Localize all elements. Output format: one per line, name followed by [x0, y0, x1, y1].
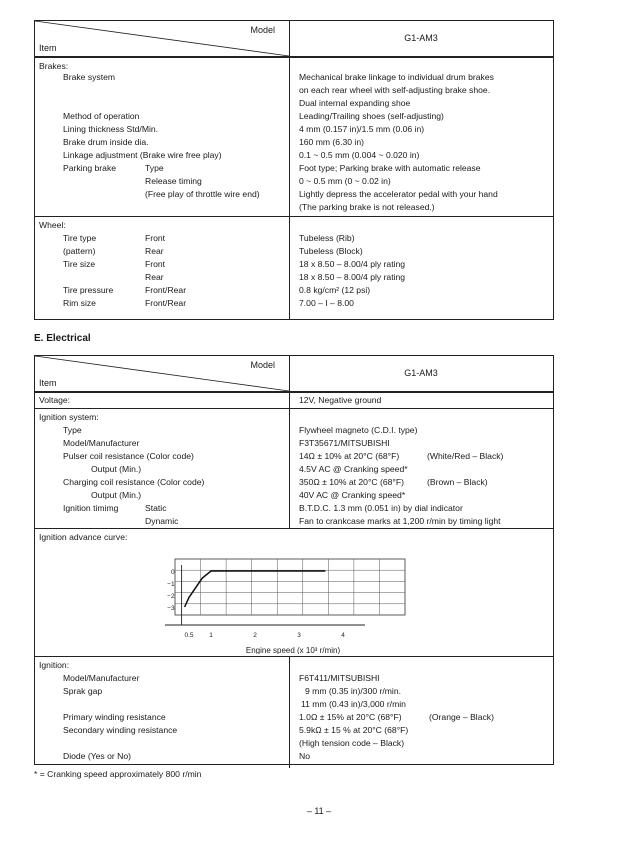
header-model-name: G1-AM3 [404, 33, 438, 43]
secondary-label: Secondary winding resistance [63, 725, 178, 735]
primary-label: Primary winding resistance [63, 712, 166, 722]
free-play-value: Lightly depress the accelerator pedal with your hand [299, 189, 498, 199]
wheel-title: Wheel: [39, 220, 66, 230]
x-tick-label: 2 [253, 632, 257, 639]
lining-label: Lining thickness Std/Min. [63, 124, 159, 134]
ignition-system-row [35, 408, 553, 528]
pattern-value: Tubeless (Block) [299, 246, 363, 256]
tire-size-front: Front [145, 259, 166, 269]
diode-label: Diode (Yes or No) [63, 751, 131, 761]
electrical-table [34, 355, 554, 765]
lining-value: 4 mm (0.157 in)/1.5 mm (0.06 in) [299, 124, 425, 134]
x-tick-label: 0.5 [184, 632, 194, 639]
free-play-label: (Free play of throttle wire end) [145, 189, 260, 199]
tire-type-value: Tubeless (Rib) [299, 233, 355, 243]
header-item-cell [35, 21, 290, 56]
type-value: Flywheel magneto (C.D.I. type) [299, 425, 418, 435]
x-tick-label: 4 [341, 632, 345, 639]
header-item-label: Item [39, 43, 57, 53]
primary-color: (Orange – Black) [429, 712, 494, 722]
linkage-label: Linkage adjustment (Brake wire free play) [63, 150, 222, 160]
diode-value: No [299, 751, 310, 761]
tire-size-front-value: 18 x 8.50 – 8.00/4 ply rating [299, 259, 406, 269]
header-model-name: G1-AM3 [404, 368, 438, 378]
x-tick-label: 1 [209, 632, 213, 639]
table-header [35, 21, 553, 57]
timing-static-value: B.T.D.C. 1.3 mm (0.051 in) by dial indicator [299, 503, 463, 513]
timing-dynamic-label: Dynamic [145, 516, 179, 526]
model-label: Model/Manufacturer [63, 438, 140, 448]
pressure-value: 0.8 kg/cm² (12 psi) [299, 285, 371, 295]
brakes-row [35, 57, 553, 216]
header-item-label: Item [39, 378, 57, 388]
brake-system-label: Brake system [63, 72, 116, 82]
brake-system-value: Dual internal expanding shoe [299, 98, 411, 108]
pressure-sub: Front/Rear [145, 285, 187, 295]
pressure-label: Tire pressure [63, 285, 114, 295]
timing-label: Ignition timimg [63, 503, 119, 513]
parking-type-value: Foot type; Parking brake with automatic release [299, 163, 481, 173]
spark-gap-value: 9 mm (0.35 in)/300 r/min. [305, 686, 401, 696]
method-label: Method of operation [63, 111, 140, 121]
release-timing-label: Release timing [145, 176, 202, 186]
ignition-title: Ignition: [39, 660, 70, 670]
charging-color: (Brown – Black) [427, 477, 488, 487]
footnote: * = Cranking speed approximately 800 r/min [34, 769, 202, 779]
linkage-value: 0.1 ~ 0.5 mm (0.004 ~ 0.020 in) [299, 150, 420, 160]
y-tick-label: −3 [167, 605, 175, 612]
release-timing-value: 0 ~ 0.5 mm (0 ~ 0.02 in) [299, 176, 391, 186]
tire-type-label: Tire type [63, 233, 97, 243]
header-item-cell [35, 356, 290, 391]
brakes-title: Brakes: [39, 61, 69, 71]
pulser-output-label: Output (Min.) [91, 464, 142, 474]
type-label: Type [63, 425, 82, 435]
charging-output-label: Output (Min.) [91, 490, 142, 500]
tire-size-label: Tire size [63, 259, 96, 269]
pattern-label: (pattern) [63, 246, 96, 256]
pattern-sub: Rear [145, 246, 164, 256]
advance-curve-line [185, 571, 326, 607]
ignition-system-title: Ignition system: [39, 412, 99, 422]
table-header [35, 356, 553, 392]
section-title: E. Electrical [34, 333, 91, 344]
x-tick-label: 3 [297, 632, 301, 639]
ignition-model-label: Model/Manufacturer [63, 673, 140, 683]
spark-gap-value: 11 mm (0.43 in)/3,000 r/min [301, 699, 406, 709]
pulser-output-value: 4.5V AC @ Cranking speed* [299, 464, 408, 474]
brake-system-value: Mechanical brake linkage to individual drum brakes [299, 72, 494, 82]
secondary-note: (High tension code – Black) [299, 738, 405, 748]
voltage-value: 12V, Negative ground [299, 395, 382, 405]
ignition-model-value: F6T411/MITSUBISHI [299, 673, 380, 683]
charging-label: Charging coil resistance (Color code) [63, 477, 205, 487]
tire-size-rear-value: 18 x 8.50 – 8.00/4 ply rating [299, 272, 406, 282]
header-model-label: Model [250, 25, 275, 35]
header-model-label: Model [250, 360, 275, 370]
voltage-label: Voltage: [39, 395, 71, 405]
pulser-color: (White/Red – Black) [427, 451, 504, 461]
advance-curve-chart [35, 529, 551, 654]
primary-value: 1.0Ω ± 15% at 20°C (68°F) [299, 712, 402, 722]
brake-system-value: on each rear wheel with self-adjusting brake shoe. [299, 85, 491, 95]
chart-frame [175, 559, 405, 615]
rim-sub: Front/Rear [145, 298, 187, 308]
x-axis-label: Engine speed (x 10³ r/min) [245, 646, 341, 654]
page-number: – 11 – [306, 806, 332, 816]
model-value: F3T35671/MITSUBISHI [299, 438, 390, 448]
y-tick-label: 0 [170, 569, 175, 576]
wheel-row [35, 216, 553, 319]
drum-value: 160 mm (6.30 in) [299, 137, 364, 147]
timing-static-label: Static [145, 503, 167, 513]
drum-label: Brake drum inside dia. [63, 137, 149, 147]
y-tick-label: −1 [167, 581, 175, 588]
pulser-label: Pulser coil resistance (Color code) [63, 451, 194, 461]
parking-type-label: Type [145, 163, 164, 173]
free-play-note: (The parking brake is not released.) [299, 202, 435, 212]
secondary-value: 5.9kΩ ± 15 % at 20°C (68°F) [299, 725, 409, 735]
timing-dynamic-value: Fan to crankcase marks at 1,200 r/min by timing light [299, 516, 501, 526]
pulser-value: 14Ω ± 10% at 20°C (68°F) [299, 451, 400, 461]
spark-gap-label: Sprak gap [63, 686, 103, 696]
parking-label: Parking brake [63, 163, 117, 173]
y-tick-label: −2 [167, 593, 175, 600]
advance-curve-row [35, 528, 553, 656]
advance-curve-title: Ignition advance curve: [39, 532, 128, 542]
brakes-wheel-table [34, 20, 554, 320]
voltage-row [35, 392, 553, 408]
rim-label: Rim size [63, 298, 96, 308]
tire-size-rear: Rear [145, 272, 164, 282]
charging-output-value: 40V AC @ Cranking speed* [299, 490, 406, 500]
tire-type-sub: Front [145, 233, 166, 243]
charging-value: 350Ω ± 10% at 20°C (68°F) [299, 477, 404, 487]
rim-value: 7.00 – I – 8.00 [299, 298, 354, 308]
method-value: Leading/Trailing shoes (self-adjusting) [299, 111, 444, 121]
ignition-row [35, 656, 553, 768]
